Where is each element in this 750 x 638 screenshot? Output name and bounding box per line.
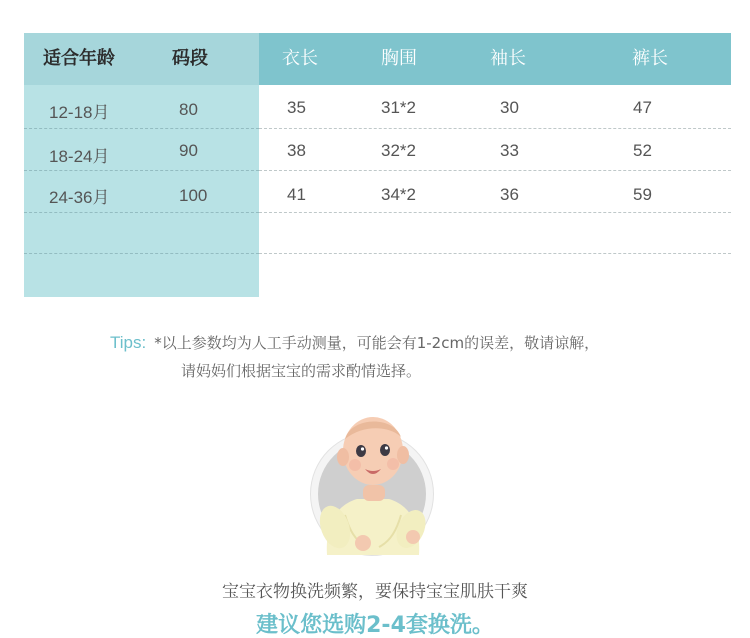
- tips-line-2: 请妈妈们根据宝宝的需求酌情选择。: [181, 362, 422, 380]
- row-divider: [24, 212, 259, 213]
- footer-caption: 宝宝衣物换洗频繁，要保持宝宝肌肤干爽: [222, 582, 528, 602]
- header-size: 码段: [172, 48, 208, 69]
- table-cell: 24-36月: [49, 188, 110, 207]
- table-cell: 31*2: [381, 98, 416, 117]
- table-cell: 38: [287, 141, 306, 160]
- table-cell: 32*2: [381, 141, 416, 160]
- baby-photo-icon: [305, 405, 440, 555]
- row-divider: [259, 170, 731, 171]
- tips-text: *以上参数均为人工手动测量，可能会有1-2cm的误差，敬请谅解，: [154, 334, 600, 352]
- table-cell: 36: [500, 185, 519, 204]
- tips-label: Tips:: [110, 333, 147, 352]
- header-age: 适合年龄: [43, 48, 115, 69]
- row-divider: [24, 170, 259, 171]
- row-divider: [24, 128, 259, 129]
- header-top-length: 衣长: [282, 48, 318, 69]
- table-cell: 90: [179, 141, 198, 160]
- table-cell: 59: [633, 185, 652, 204]
- tips-line-1: [110, 332, 599, 353]
- table-cell: 41: [287, 185, 306, 204]
- table-cell: 34*2: [381, 185, 416, 204]
- row-divider: [259, 253, 731, 254]
- table-cell: 30: [500, 98, 519, 117]
- row-divider: [259, 128, 731, 129]
- header-chest: 胸围: [381, 48, 417, 69]
- row-divider: [259, 212, 731, 213]
- table-cell: 52: [633, 141, 652, 160]
- footer-cta: 建议您选购2-4套换洗。: [256, 613, 494, 638]
- table-cell: 100: [179, 186, 208, 205]
- table-cell: 35: [287, 98, 306, 117]
- table-cell: 18-24月: [49, 147, 110, 166]
- table-cell: 33: [500, 141, 519, 160]
- table-body-right: [259, 85, 731, 297]
- header-pants-length: 裤长: [632, 48, 668, 69]
- table-cell: 47: [633, 98, 652, 117]
- table-cell: 12-18月: [49, 103, 110, 122]
- row-divider: [24, 253, 259, 254]
- table-cell: 80: [179, 100, 198, 119]
- header-sleeve: 袖长: [490, 48, 526, 69]
- size-table: [24, 33, 731, 297]
